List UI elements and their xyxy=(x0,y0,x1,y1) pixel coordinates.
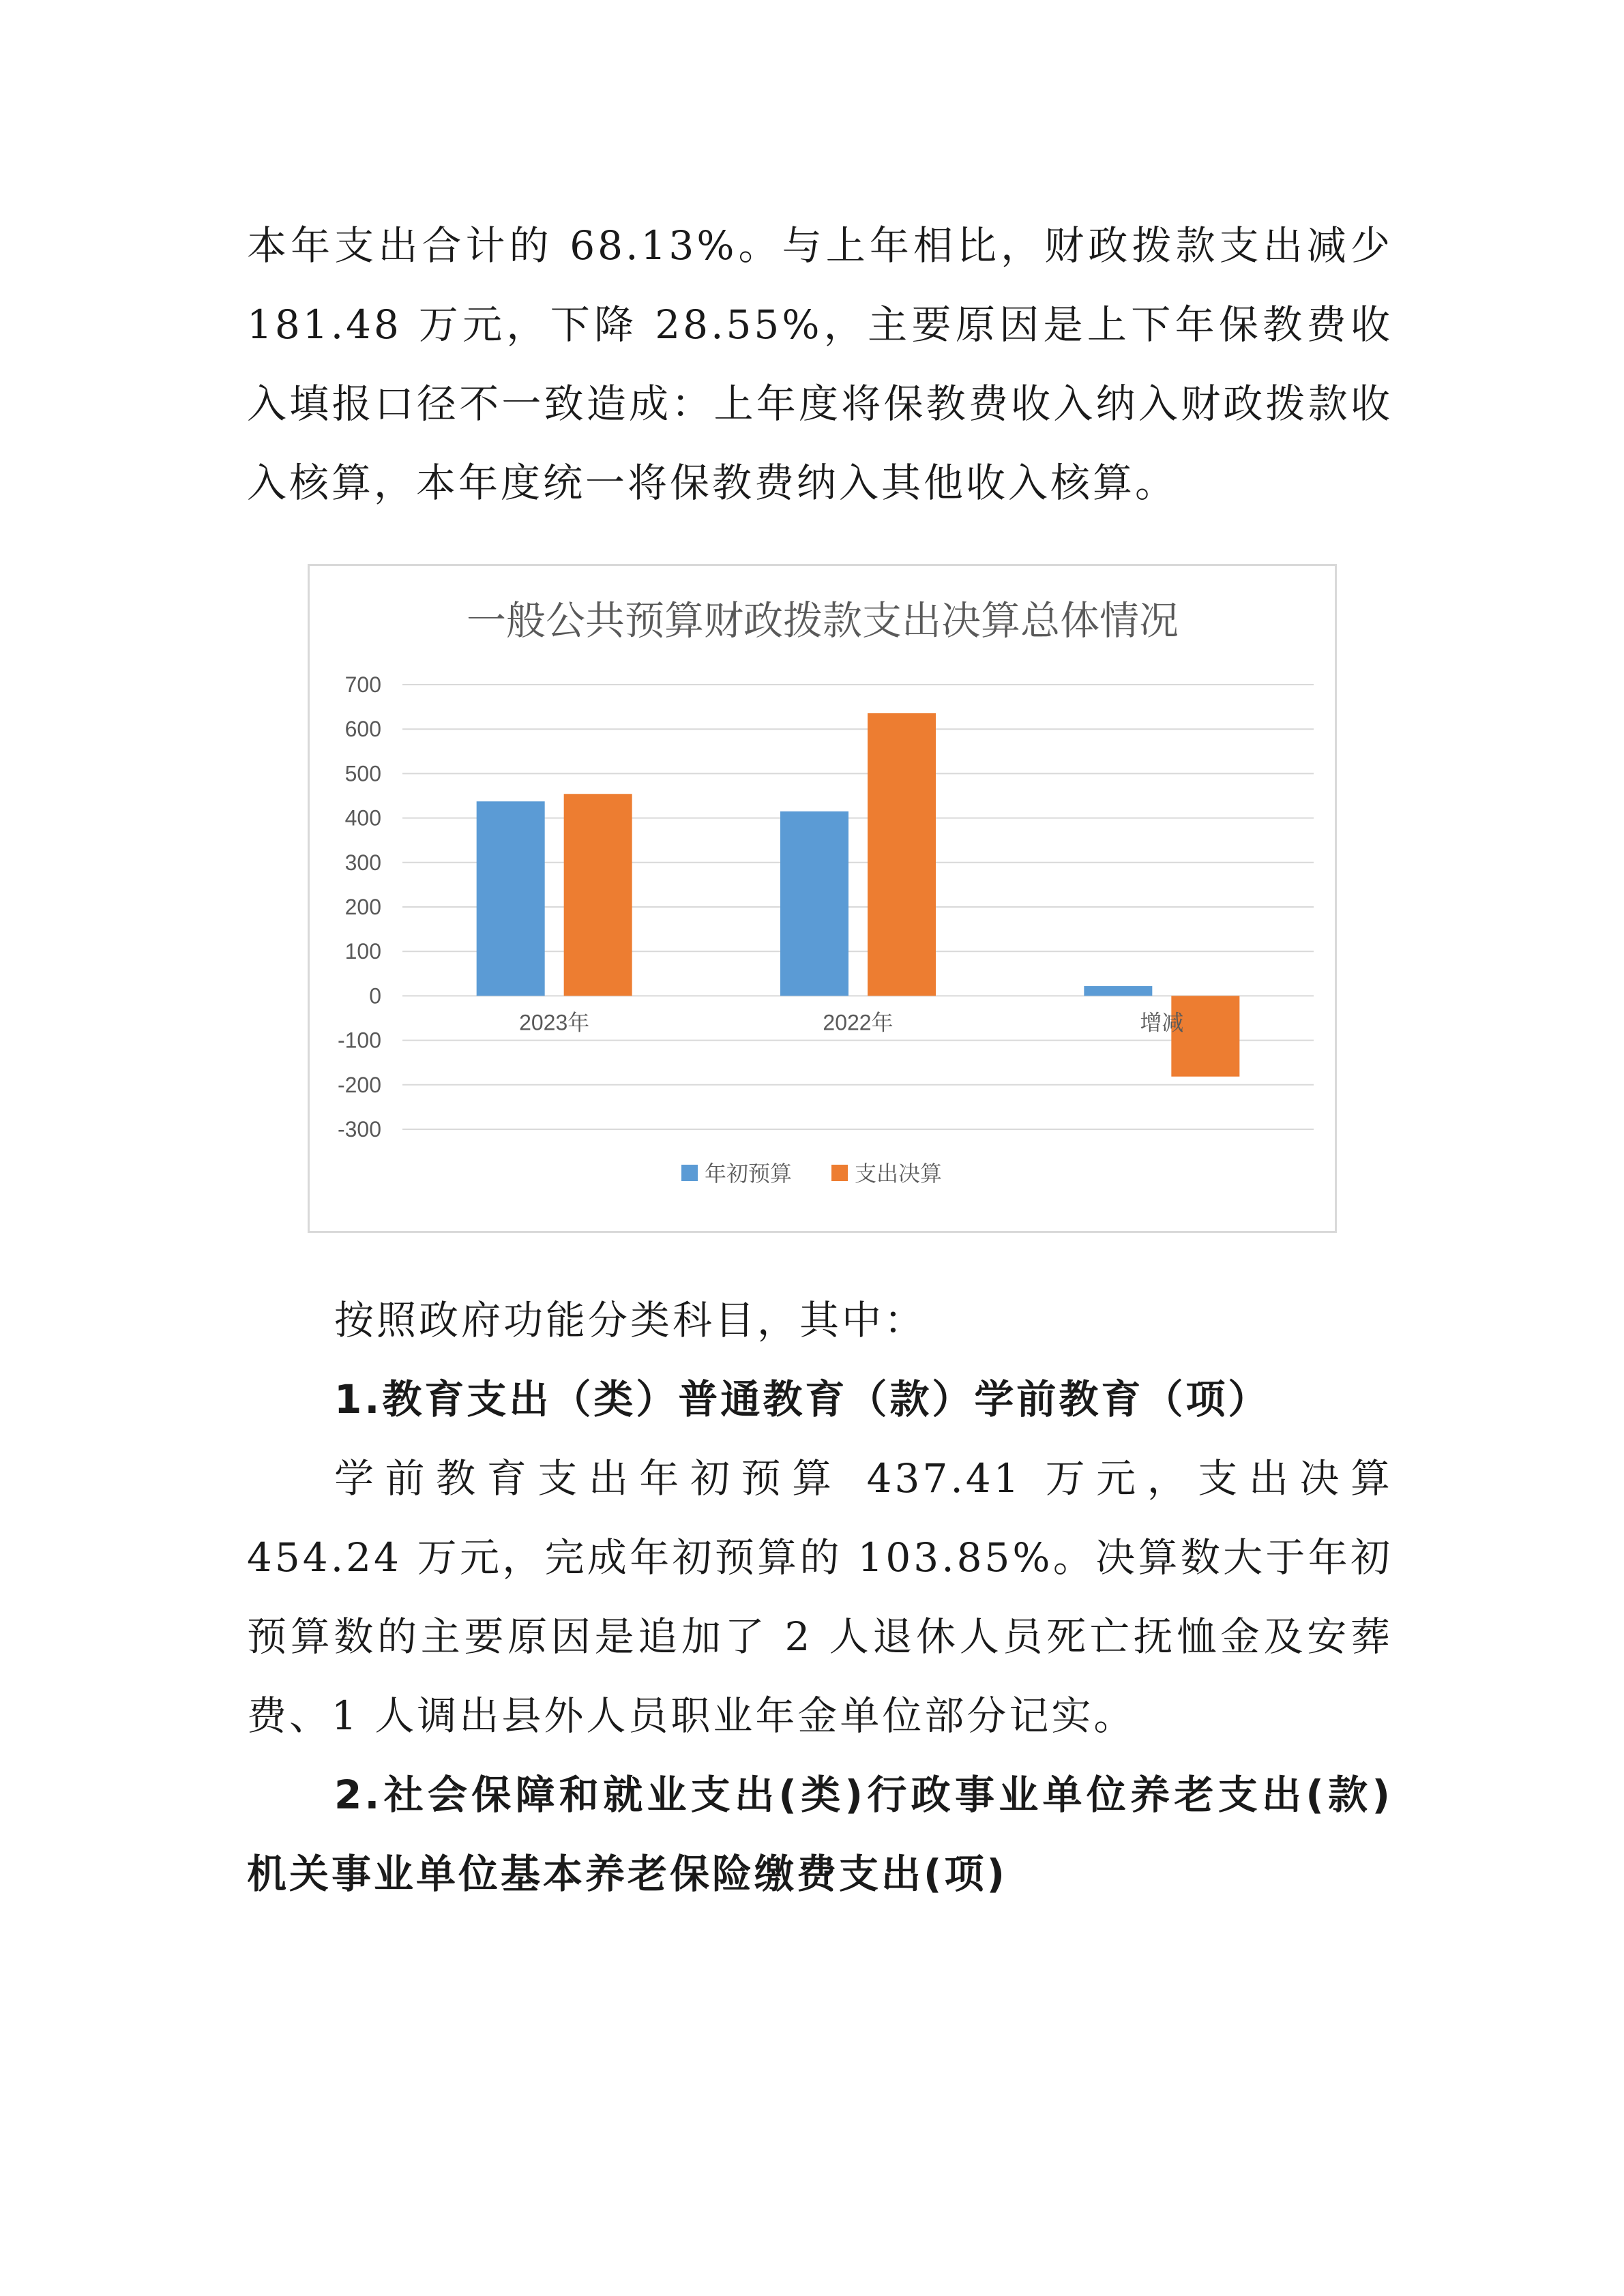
heading-education: 1.教育支出（类）普通教育（款）学前教育（项） xyxy=(334,1376,1271,1422)
legend-swatch xyxy=(831,1165,848,1181)
y-tick-label: 300 xyxy=(344,850,381,875)
x-category-label: 2023年 xyxy=(519,1010,590,1035)
y-tick-label: -100 xyxy=(337,1028,381,1053)
legend-label: 年初预算 xyxy=(705,1161,793,1186)
bar xyxy=(780,811,848,996)
paragraph-3: 学前教育支出年初预算 437.41 万元，支出决算 454.24 万元，完成年初预算的 103.85%。决算数大于年初预算数的主要原因是追加了 2 人退休人员死亡抚恤金及安葬费、1 人调出县外人员职业年金单位部分记实。 xyxy=(247,1455,1393,1739)
bar xyxy=(1084,986,1152,996)
bar xyxy=(868,713,936,996)
y-tick-label: 700 xyxy=(344,672,381,697)
legend-label: 支出决算 xyxy=(855,1161,943,1186)
paragraph-2: 按照政府功能分类科目，其中： xyxy=(334,1297,927,1343)
y-tick-label: 600 xyxy=(344,717,381,742)
budget-expenditure-chart xyxy=(308,564,1337,1233)
x-category-label: 2022年 xyxy=(823,1010,894,1035)
chart-title: 一般公共预算财政拨款支出决算总体情况 xyxy=(466,597,1179,644)
legend-swatch xyxy=(681,1165,698,1181)
y-tick-label: -200 xyxy=(337,1072,381,1097)
chart-canvas xyxy=(310,566,1335,1231)
y-tick-label: 500 xyxy=(344,761,381,786)
y-tick-label: -300 xyxy=(337,1117,381,1142)
bar xyxy=(477,801,545,996)
paragraph-1: 本年支出合计的 68.13%。与上年相比，财政拨款支出减少 181.48 万元，下降 28.55%，主要原因是上下年保教费收入填报口径不一致造成：上年度将保教费收入纳入财政拨款收入核算，本年度统一将保教费纳入其他收入核算。 xyxy=(247,222,1393,506)
y-tick-label: 100 xyxy=(344,939,381,964)
heading-social-security: 2.社会保障和就业支出(类)行政事业单位养老支出(款)机关事业单位基本养老保险缴费支出(项) xyxy=(247,1772,1393,1897)
y-tick-label: 200 xyxy=(344,895,381,919)
y-tick-label: 400 xyxy=(344,805,381,831)
x-category-label: 增减 xyxy=(1140,1010,1184,1035)
bar xyxy=(1171,996,1239,1076)
y-tick-label: 0 xyxy=(369,983,381,1009)
bar xyxy=(564,794,632,996)
